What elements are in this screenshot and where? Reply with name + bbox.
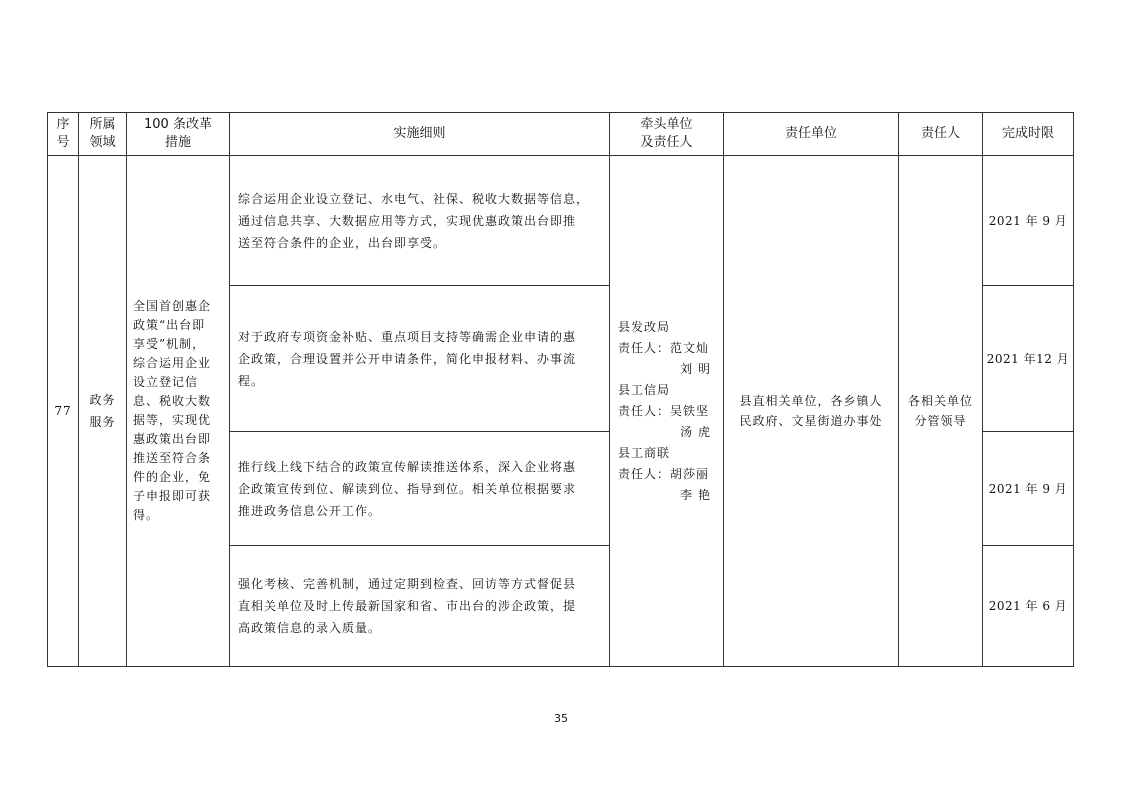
responsible-units: 县直相关单位，各乡镇人 民政府、文星街道办事处 xyxy=(724,156,899,667)
header-reform: 100 条改革 措施 xyxy=(127,113,230,156)
header-row xyxy=(48,113,1074,156)
deadline-cell: 2021 年 6 月 xyxy=(983,546,1074,667)
header-field: 所属 领域 xyxy=(79,113,127,156)
detail-cell: 推行线上线下结合的政策宣传解读推送体系，深入企业将惠 企政策宣传到位、解读到位、指导到位。相关单位根据要求 推进政务信息公开工作。 xyxy=(230,432,610,546)
deadline-cell: 2021 年 9 月 xyxy=(983,156,1074,286)
header-detail: 实施细则 xyxy=(230,113,610,156)
policy-table xyxy=(47,112,1074,667)
deadline-cell: 2021 年 9 月 xyxy=(983,432,1074,546)
detail-cell: 强化考核、完善机制，通过定期到检查、回访等方式督促县 直相关单位及时上传最新国家和省、市出台的涉企政策，提 高政策信息的录入质量。 xyxy=(230,546,610,667)
lead-units: 县发改局 责任人：范文灿 刘 明 县工信局 责任人：吴铁坚 汤 虎 县工商联 责任人：胡莎丽 李 艳 xyxy=(610,156,724,667)
header-seq: 序 号 xyxy=(48,113,79,156)
deadline-cell: 2021 年12 月 xyxy=(983,286,1074,432)
header-lead: 牵头单位 及责任人 xyxy=(610,113,724,156)
page-number: 35 xyxy=(554,712,568,725)
detail-cell: 综合运用企业设立登记、水电气、社保、税收大数据等信息， 通过信息共享、大数据应用等方式，实现优惠政策出台即推 送至符合条件的企业，出台即享受。 xyxy=(230,156,610,286)
detail-cell: 对于政府专项资金补贴、重点项目支持等确需企业申请的惠 企政策，合理设置并公开申请条件，简化申报材料、办事流 程。 xyxy=(230,286,610,432)
header-deadline: 完成时限 xyxy=(983,113,1074,156)
table-row xyxy=(48,156,1074,286)
header-unit: 责任单位 xyxy=(724,113,899,156)
responsible-person: 各相关单位 分管领导 xyxy=(899,156,983,667)
row-reform-measure: 全国首创惠企 政策“出台即 享受”机制， 综合运用企业 设立登记信 息、税收大数 据等，实现优 惠政策出台即 推送至符合条 件的企业，免 子申报即可获 得。 xyxy=(127,156,230,667)
row-field: 政务 服务 xyxy=(79,156,127,667)
row-seq: 77 xyxy=(48,156,79,667)
header-person: 责任人 xyxy=(899,113,983,156)
